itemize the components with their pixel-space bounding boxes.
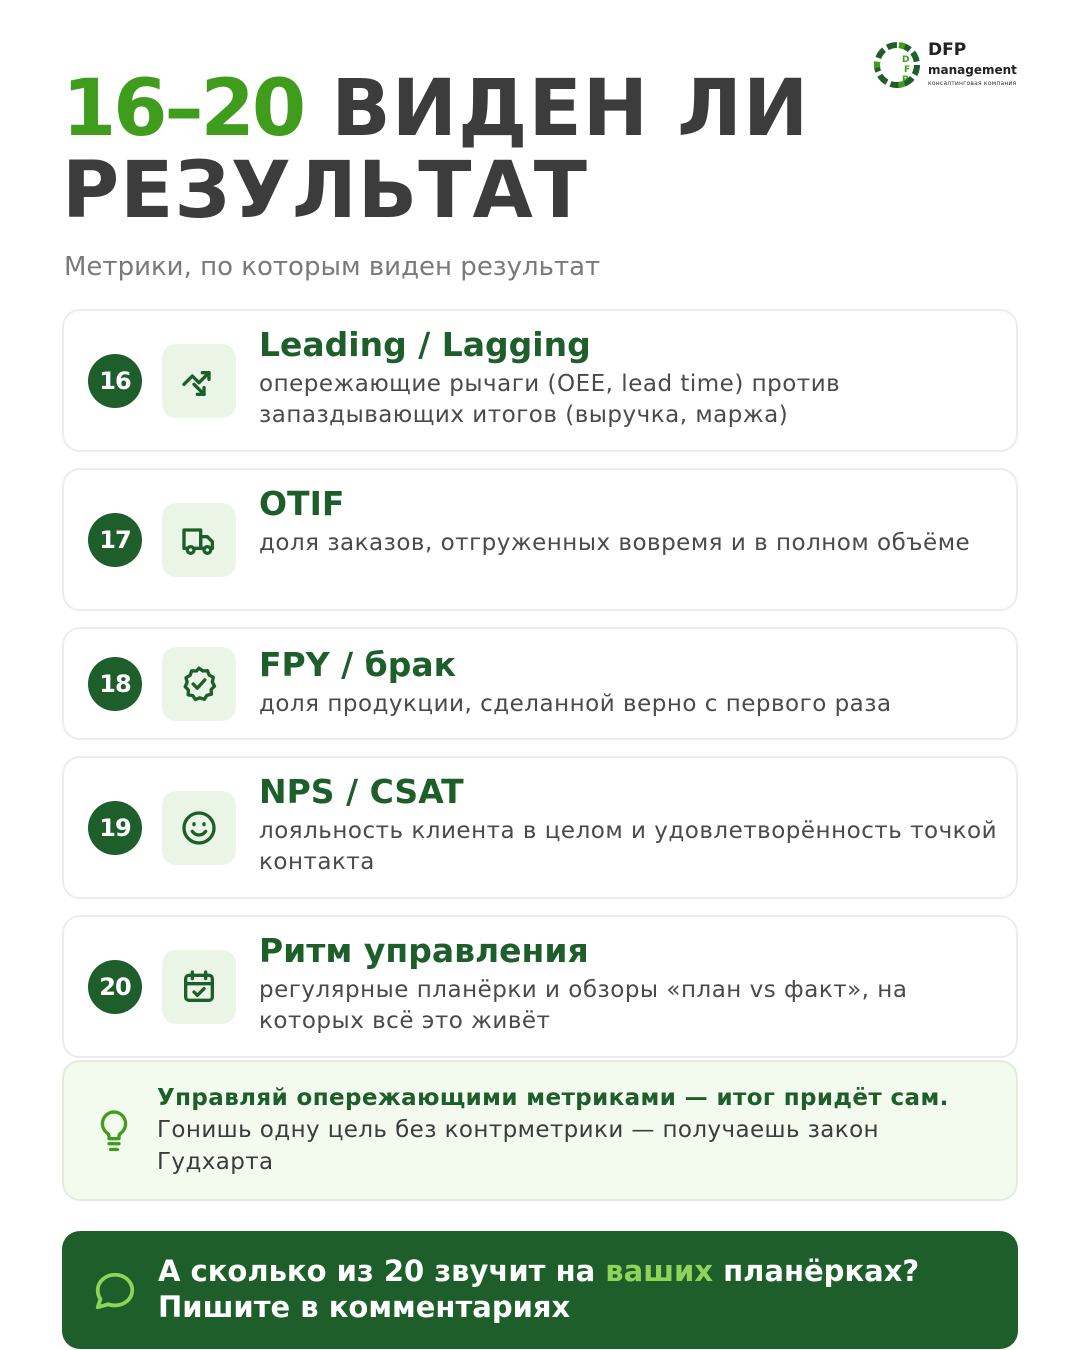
cta-banner bbox=[62, 1231, 1018, 1349]
smile-icon bbox=[179, 808, 219, 848]
metric-title: Ритм управления bbox=[259, 931, 589, 970]
metric-card-16 bbox=[62, 309, 1018, 452]
title-line1: ВИДЕН ЛИ bbox=[331, 64, 810, 154]
cta-highlight: ваших bbox=[605, 1254, 714, 1288]
cta-line2: Пишите в комментариях bbox=[158, 1290, 571, 1324]
svg-text:P: P bbox=[902, 75, 909, 85]
cta-part1: А сколько из 20 звучит на bbox=[158, 1254, 606, 1288]
cta-part2: планёрках? bbox=[713, 1254, 920, 1288]
metric-number: 17 bbox=[88, 513, 142, 567]
metric-icon-box bbox=[162, 791, 236, 865]
page-title bbox=[62, 64, 962, 236]
metric-desc: доля заказов, отгруженных вовремя и в полном объёме bbox=[259, 530, 971, 556]
metric-number: 20 bbox=[88, 960, 142, 1014]
page-subtitle: Метрики, по которым виден результат bbox=[64, 252, 601, 282]
metric-title: NPS / CSAT bbox=[259, 772, 464, 811]
metric-title: Leading / Lagging bbox=[259, 325, 591, 364]
tip-bold: Управляй опережающими метриками — итог придёт сам. bbox=[157, 1085, 949, 1111]
truck-icon bbox=[179, 520, 219, 560]
metric-icon-box bbox=[162, 344, 236, 418]
svg-text:F: F bbox=[904, 65, 911, 75]
calendar-check-icon bbox=[179, 967, 219, 1007]
trending-arrows-icon bbox=[179, 361, 219, 401]
brand-sub: management bbox=[928, 63, 1017, 77]
metric-card-19 bbox=[62, 756, 1018, 899]
metric-desc: регулярные планёрки и обзоры «план vs факт», на которых всё это живёт bbox=[259, 977, 908, 1034]
tip-text bbox=[157, 1082, 987, 1178]
metric-desc: опережающие рычаги (OEE, lead time) против запаздывающих итогов (выручка, маржа) bbox=[259, 371, 841, 428]
metric-card-17 bbox=[62, 468, 1018, 611]
metric-number: 19 bbox=[88, 801, 142, 855]
metric-icon-box bbox=[162, 950, 236, 1024]
metric-card-18 bbox=[62, 627, 1018, 740]
badge-check-icon bbox=[179, 664, 219, 704]
tip-box bbox=[62, 1060, 1018, 1201]
metric-desc: доля продукции, сделанной верно с первого раза bbox=[259, 691, 892, 717]
title-line2: РЕЗУЛЬТАТ bbox=[62, 146, 589, 236]
metric-icon-box bbox=[162, 647, 236, 721]
metric-number: 16 bbox=[88, 354, 142, 408]
metric-icon-box bbox=[162, 503, 236, 577]
lightbulb-icon bbox=[94, 1108, 134, 1156]
brand-name: DFP bbox=[928, 40, 967, 60]
brand-tagline: консалтинговая компания bbox=[928, 80, 1017, 87]
title-number: 16–20 bbox=[62, 64, 304, 154]
metric-card-20 bbox=[62, 915, 1018, 1058]
metric-title: FPY / брак bbox=[259, 645, 456, 684]
metric-desc: лояльность клиента в целом и удовлетворённость точкой контакта bbox=[259, 818, 998, 875]
tip-rest: Гонишь одну цель без контрметрики — получаешь закон Гудхарта bbox=[157, 1117, 879, 1175]
metric-title: OTIF bbox=[259, 484, 345, 523]
metric-number: 18 bbox=[88, 657, 142, 711]
cta-text bbox=[158, 1253, 998, 1325]
chat-bubble-icon bbox=[92, 1269, 138, 1315]
svg-text:D: D bbox=[902, 55, 910, 65]
